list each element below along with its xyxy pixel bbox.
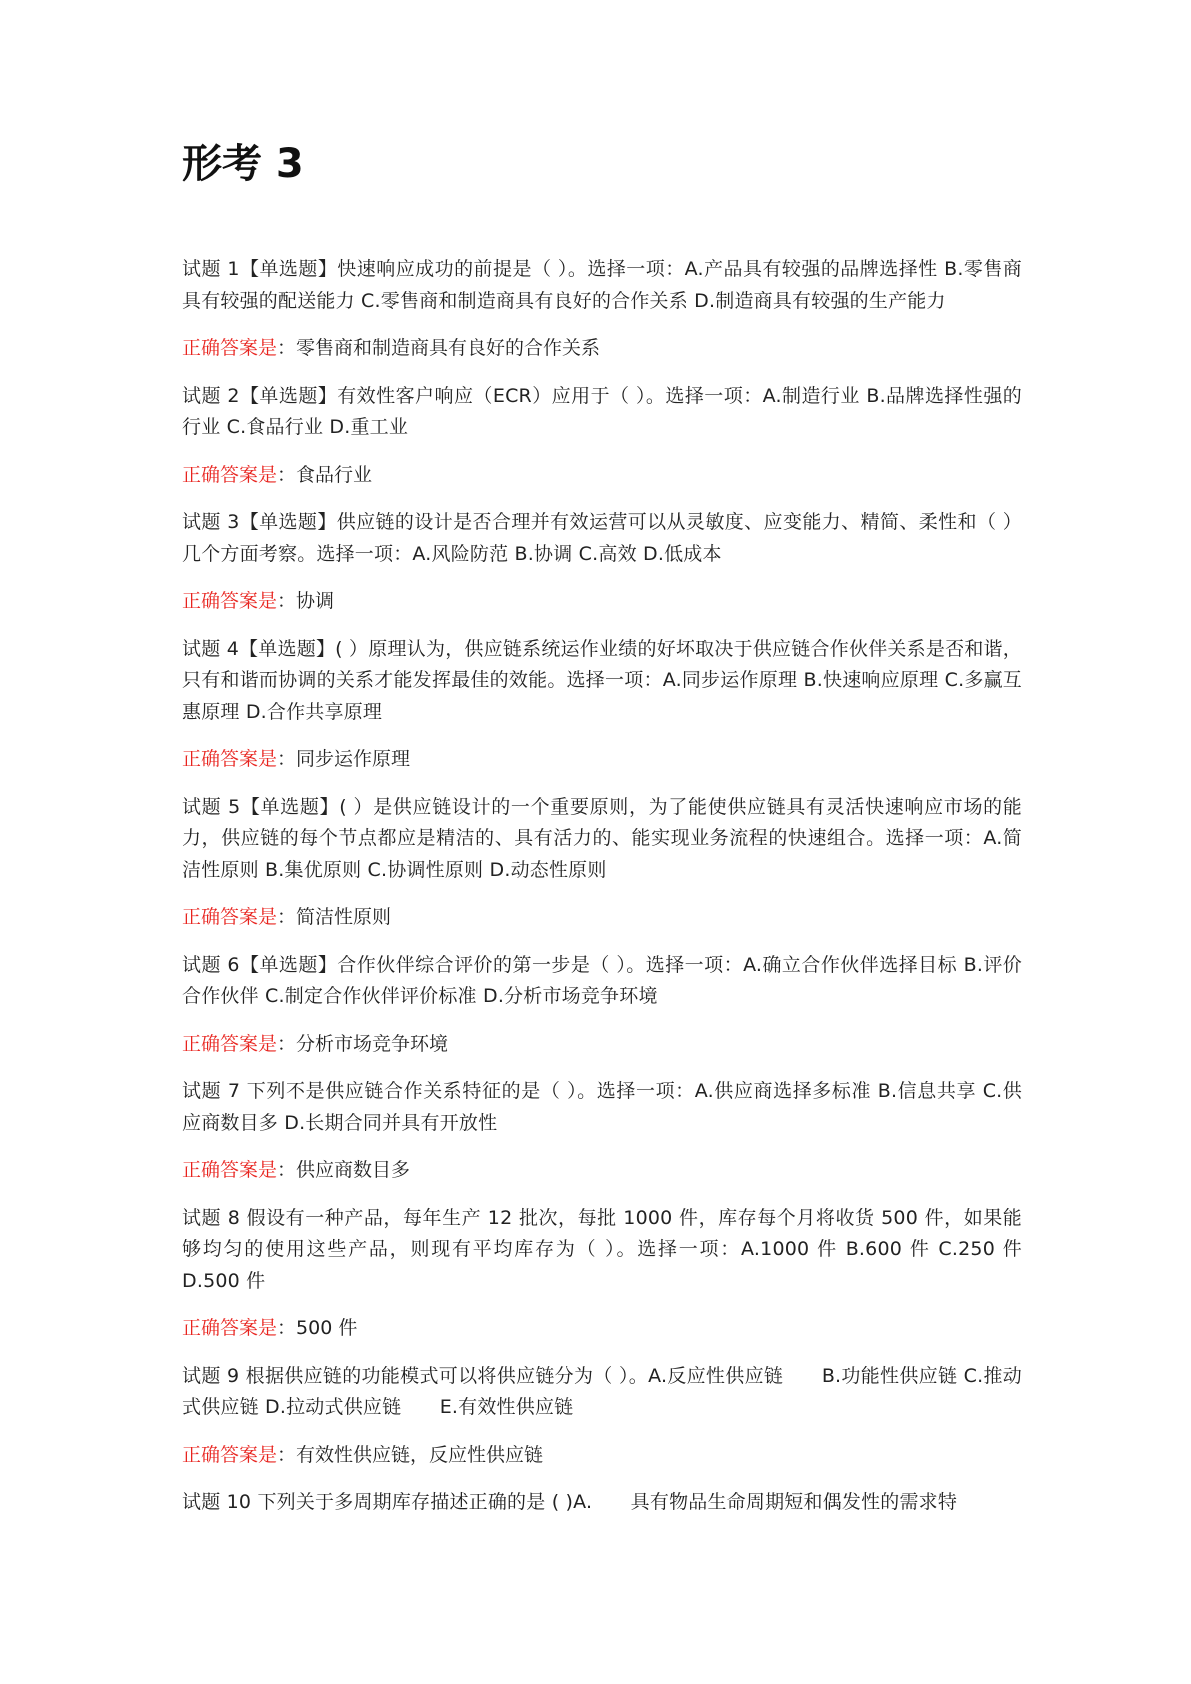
answer-line — [182, 1313, 1022, 1345]
answer-value: ：有效性供应链，反应性供应链 — [277, 1443, 544, 1466]
question-block — [182, 254, 1022, 365]
question-text: 试题 6【单选题】合作伙伴综合评价的第一步是（ ）。选择一项：A.确立合作伙伴选择目标 B.评价合作伙伴 C.制定合作伙伴评价标准 D.分析市场竞争环境 — [182, 953, 1022, 1007]
question-text: 试题 2【单选题】有效性客户响应（ECR）应用于（ ）。选择一项：A.制造行业 B.品牌选择性强的行业 C.食品行业 D.重工业 — [182, 384, 1022, 438]
answer-line — [182, 460, 1022, 492]
answer-label: 正确答案是 — [182, 1317, 278, 1339]
answer-value: ：同步运作原理 — [277, 748, 411, 770]
question-text: 试题 10 下列关于多周期库存描述正确的是 ( )A. 具有物品生命周期短和偶发性的需求特 — [182, 1491, 958, 1513]
answer-value: ：简洁性原则 — [277, 906, 392, 928]
question-text: 试题 5【单选题】( ）是供应链设计的一个重要原则，为了能使供应链具有灵活快速响应市场的能力，供应链的每个节点都应是精洁的、具有活力的、能实现业务流程的快速组合。选择一项：A.简洁性原则 B.集优原则 C.协调性原则 D.动态性原则 — [182, 795, 1022, 881]
answer-label: 正确答案是 — [182, 337, 278, 359]
answer-value: ：分析市场竞争环境 — [277, 1032, 449, 1055]
question-text: 试题 1【单选题】快速响应成功的前提是（ ）。选择一项：A.产品具有较强的品牌选择性 B.零售商具有较强的配送能力 C.零售商和制造商具有良好的合作关系 D.制造商具有较强的生产能力 — [182, 258, 1022, 312]
question-block — [182, 507, 1022, 618]
answer-line — [182, 1440, 1022, 1472]
answer-value: ：500 件 — [277, 1317, 358, 1339]
question-block — [182, 1361, 1022, 1472]
answer-value: ：食品行业 — [277, 463, 373, 486]
answer-line — [182, 1029, 1022, 1061]
question-text: 试题 8 假设有一种产品，每年生产 12 批次，每批 1000 件，库存每个月将收货 500 件，如果能够均匀的使用这些产品，则现有平均库存为（ ）。选择一项：A.1000 件 B.600 件 C.250 件 D.500 件 — [182, 1206, 1022, 1292]
answer-label: 正确答案是 — [182, 1032, 278, 1055]
answer-label: 正确答案是 — [182, 1443, 278, 1466]
answer-line — [182, 902, 1022, 934]
question-text: 试题 7 下列不是供应链合作关系特征的是（ ）。选择一项：A.供应商选择多标准 B.信息共享 C.供应商数目多 D.长期合同并具有开放性 — [182, 1080, 1022, 1134]
question-block — [182, 950, 1022, 1061]
question-list — [182, 254, 1022, 1535]
question-block — [182, 1203, 1022, 1345]
answer-label: 正确答案是 — [182, 748, 278, 770]
question-block — [182, 792, 1022, 934]
answer-value: ：协调 — [277, 590, 335, 612]
answer-line — [182, 744, 1022, 776]
question-text: 试题 9 根据供应链的功能模式可以将供应链分为（ ）。A.反应性供应链 B.功能性供应链 C.推动式供应链 D.拉动式供应链 E.有效性供应链 — [182, 1364, 1022, 1418]
question-block — [182, 381, 1022, 492]
answer-label: 正确答案是 — [182, 590, 278, 612]
answer-label: 正确答案是 — [182, 906, 278, 928]
answer-value: ：零售商和制造商具有良好的合作关系 — [277, 337, 601, 359]
answer-line — [182, 586, 1022, 618]
answer-label: 正确答案是 — [182, 463, 278, 486]
question-text: 试题 3【单选题】供应链的设计是否合理并有效运营可以从灵敏度、应变能力、精简、柔性和（ ）几个方面考察。选择一项：A.风险防范 B.协调 C.高效 D.低成本 — [182, 511, 1022, 565]
question-text: 试题 4【单选题】( ）原理认为，供应链系统运作业绩的好坏取决于供应链合作伙伴关系是否和谐，只有和谐而协调的关系才能发挥最佳的效能。选择一项：A.同步运作原理 B.快速响应原理 C.多赢互惠原理 D.合作共享原理 — [182, 637, 1022, 723]
question-block — [182, 634, 1022, 776]
question-block — [182, 1487, 1022, 1519]
answer-line — [182, 333, 1022, 365]
page-title: 形考 3 — [182, 141, 304, 187]
answer-value: ：供应商数目多 — [277, 1159, 411, 1181]
answer-label: 正确答案是 — [182, 1159, 278, 1181]
answer-line — [182, 1155, 1022, 1187]
question-block — [182, 1076, 1022, 1187]
